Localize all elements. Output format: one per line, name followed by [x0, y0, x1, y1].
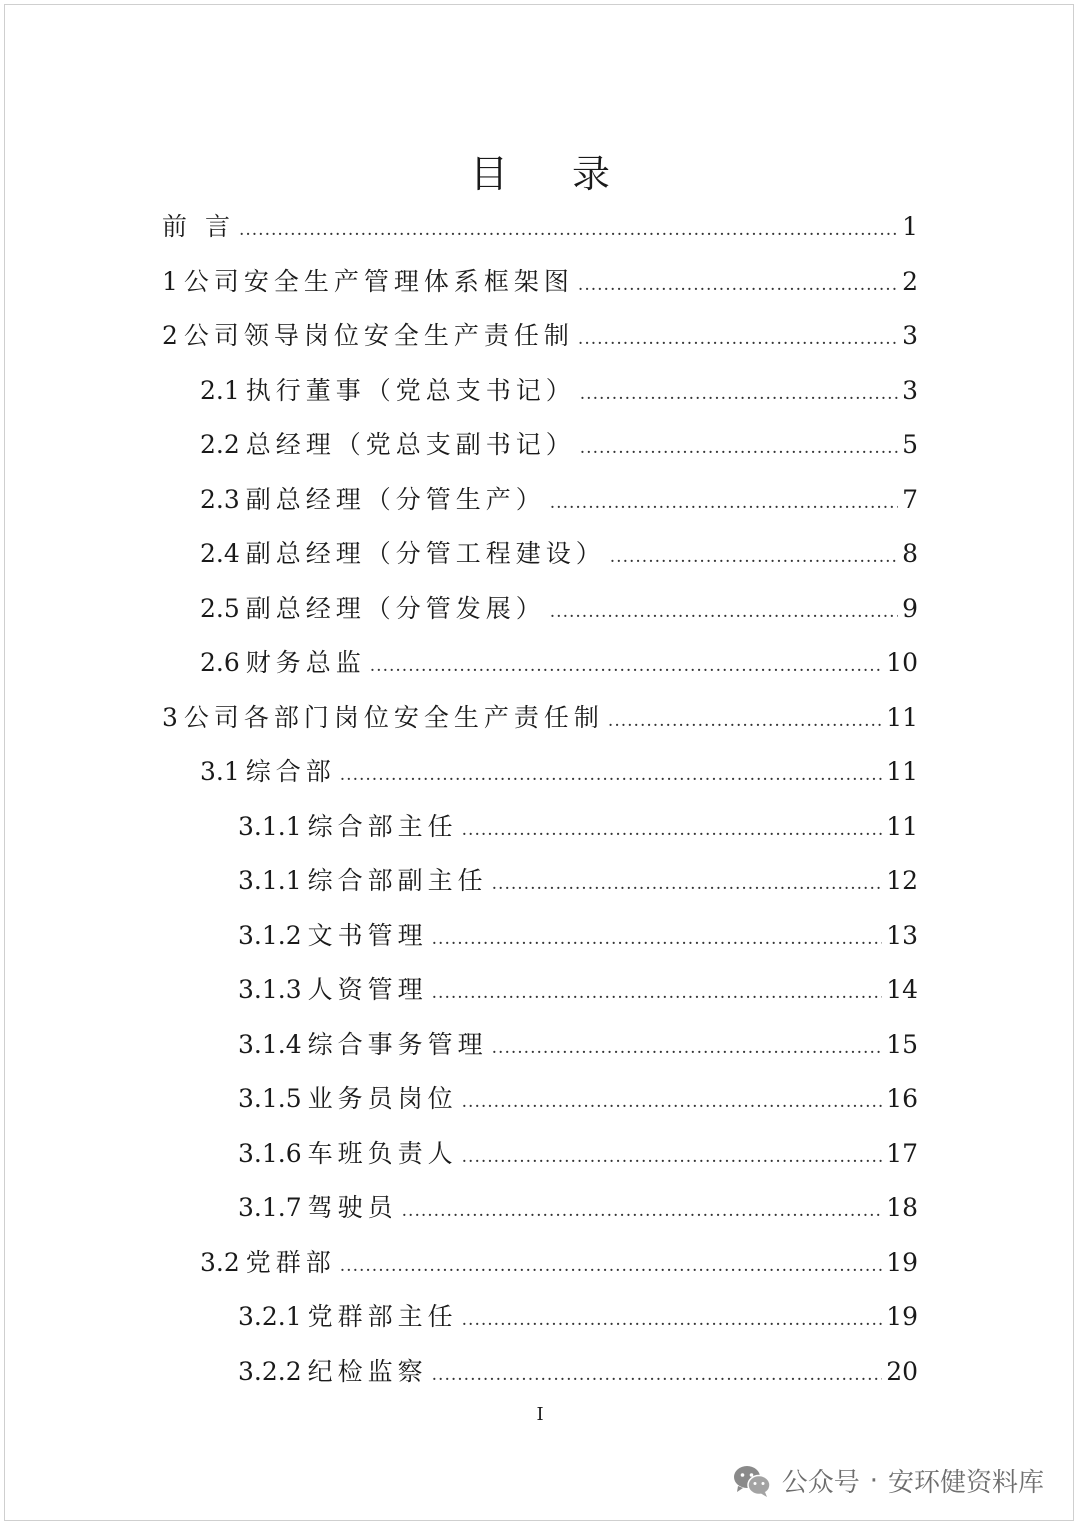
toc-entry-label: 综合事务管理 — [307, 1029, 488, 1059]
toc-entry-label: 副总经理（分管生产） — [245, 484, 546, 514]
toc-entry-page: 2 — [902, 266, 918, 296]
toc-entry-page: 15 — [886, 1029, 918, 1059]
toc-entry-label: 总经理（党总支副书记） — [245, 430, 576, 459]
toc-entry-number: 2.2 — [200, 430, 240, 459]
toc-entry-label: 纪检监察 — [307, 1356, 428, 1386]
toc-leader-dots — [608, 694, 882, 748]
toc-entry-page: 16 — [886, 1084, 918, 1113]
toc-entry-label: 综合部主任 — [307, 811, 458, 841]
toc-entry-label: 车班负责人 — [307, 1138, 458, 1168]
toc-entry-label: 公司领导岗位安全生产责任制 — [183, 321, 574, 350]
toc-entry-number: 3.2.1 — [238, 1302, 302, 1331]
toc-entry-page: 1 — [902, 212, 918, 241]
toc-leader-dots — [370, 639, 882, 693]
toc-entry-number: 3.1.1 — [238, 866, 302, 895]
toc-entry-page: 12 — [886, 866, 918, 895]
toc-entry-page: 11 — [886, 757, 918, 786]
toc-leader-dots — [462, 1293, 883, 1347]
toc-entry-label: 人资管理 — [307, 975, 428, 1004]
toc-entry[interactable] — [238, 1018, 918, 1072]
wechat-icon — [732, 1464, 772, 1498]
toc-entry-page: 7 — [902, 484, 918, 514]
toc-entry[interactable] — [200, 636, 918, 690]
toc-leader-dots — [492, 1021, 883, 1075]
toc-entry-page: 10 — [886, 648, 918, 677]
toc-entry-page: 19 — [886, 1302, 918, 1331]
toc-entry[interactable] — [162, 200, 918, 254]
toc-entry-number: 3.1.1 — [238, 811, 302, 841]
toc-leader-dots — [432, 912, 883, 966]
toc-entry-number: 3.1 — [200, 757, 240, 786]
toc-leader-dots — [402, 1184, 883, 1238]
toc-leader-dots — [578, 258, 898, 312]
toc-entry[interactable] — [238, 1127, 918, 1181]
toc-leader-dots — [580, 421, 898, 475]
toc-entry-number: 3.1.4 — [238, 1029, 302, 1059]
toc-entry-label: 文书管理 — [307, 920, 428, 950]
toc-leader-dots — [578, 312, 898, 366]
toc-leader-dots — [462, 1130, 883, 1184]
watermark-account-name: 安环健资料库 — [887, 1468, 1044, 1498]
page-title: 目 录 — [469, 152, 637, 197]
toc-entry[interactable] — [238, 854, 918, 908]
toc-entry-label: 公司安全生产管理体系框架图 — [183, 266, 574, 296]
toc-entry-label: 党群部 — [245, 1247, 336, 1277]
toc-entry-number: 1 — [162, 266, 178, 296]
toc-entry[interactable] — [200, 418, 918, 472]
toc-entry-page: 19 — [886, 1247, 918, 1277]
toc-entry-label: 驾驶员 — [307, 1193, 398, 1222]
watermark-account-label: 公众号 — [781, 1468, 860, 1498]
watermark-separator: · — [869, 1465, 878, 1496]
toc-entry[interactable] — [200, 745, 918, 799]
toc-entry-number: 3.1.2 — [238, 920, 302, 950]
toc-entry-number: 3.2.2 — [238, 1356, 302, 1386]
toc-leader-dots — [580, 367, 898, 421]
toc-entry-page: 11 — [886, 811, 918, 841]
toc-leader-dots — [462, 803, 883, 857]
toc-leader-dots — [492, 857, 883, 911]
watermark — [732, 1462, 1044, 1499]
toc-leader-dots — [462, 1075, 883, 1129]
toc-entry[interactable] — [200, 582, 918, 636]
toc-entry-label: 副总经理（分管工程建设） — [245, 539, 606, 568]
toc-entry[interactable] — [200, 473, 918, 527]
toc-entry-label: 党群部主任 — [307, 1302, 458, 1331]
toc-entry-number: 3.2 — [200, 1247, 240, 1277]
toc-entry-page: 18 — [886, 1193, 918, 1222]
toc-entry[interactable] — [200, 364, 918, 418]
toc-entry-label: 前 言 — [162, 212, 235, 241]
toc-entry-number: 3 — [162, 702, 178, 732]
toc-leader-dots — [432, 1348, 883, 1402]
toc-leader-dots — [432, 966, 883, 1020]
toc-leader-dots — [239, 203, 898, 257]
toc-entry-page: 9 — [902, 593, 918, 623]
toc-entry[interactable] — [200, 1236, 918, 1290]
toc-entry[interactable] — [238, 909, 918, 963]
toc-entry-page: 17 — [886, 1138, 918, 1168]
toc-entry[interactable] — [162, 255, 918, 309]
toc-entry-page: 13 — [886, 920, 918, 950]
toc-entry-label: 业务员岗位 — [307, 1084, 458, 1113]
toc-entry-number: 2.5 — [200, 593, 240, 623]
toc-entry-page: 14 — [886, 975, 918, 1004]
toc-entry-label: 公司各部门岗位安全生产责任制 — [183, 702, 604, 732]
toc-entry-label: 财务总监 — [245, 648, 366, 677]
page-number: I — [536, 1404, 544, 1425]
toc-entry[interactable] — [200, 527, 918, 581]
toc-entry-page: 3 — [902, 321, 918, 350]
toc-entry[interactable] — [238, 963, 918, 1017]
toc-leader-dots — [550, 476, 898, 530]
toc-entry-number: 3.1.7 — [238, 1193, 302, 1222]
toc-entry-page: 11 — [886, 702, 918, 732]
toc-entry-page: 8 — [902, 539, 918, 568]
toc-entry-label: 综合部 — [245, 757, 336, 786]
toc-entry-number: 2.1 — [200, 375, 240, 405]
toc-leader-dots — [340, 748, 882, 802]
toc-entry[interactable] — [238, 1345, 918, 1399]
toc-entry-number: 3.1.5 — [238, 1084, 302, 1113]
toc-entry-page: 5 — [902, 430, 918, 459]
toc-entry-number: 2 — [162, 321, 178, 350]
toc-entry[interactable] — [238, 1290, 918, 1344]
toc-entry-number: 3.1.6 — [238, 1138, 302, 1168]
toc-entry-number: 3.1.3 — [238, 975, 302, 1004]
toc-entry[interactable] — [238, 1072, 918, 1126]
toc-entry-page: 20 — [886, 1356, 918, 1386]
toc-leader-dots — [340, 1239, 882, 1293]
toc-entry-page: 3 — [902, 375, 918, 405]
toc-entry[interactable] — [238, 1181, 918, 1235]
toc-entry-number: 2.6 — [200, 648, 240, 677]
toc-entry-label: 执行董事（党总支书记） — [245, 375, 576, 405]
toc-entry[interactable] — [238, 800, 918, 854]
toc-entry[interactable] — [162, 309, 918, 363]
toc-leader-dots — [550, 585, 898, 639]
toc-entry[interactable] — [162, 691, 918, 745]
toc-entry-label: 综合部副主任 — [307, 866, 488, 895]
toc-entry-label: 副总经理（分管发展） — [245, 593, 546, 623]
toc-entry-number: 2.4 — [200, 539, 240, 568]
toc-entry-number: 2.3 — [200, 484, 240, 514]
toc-leader-dots — [610, 530, 898, 584]
